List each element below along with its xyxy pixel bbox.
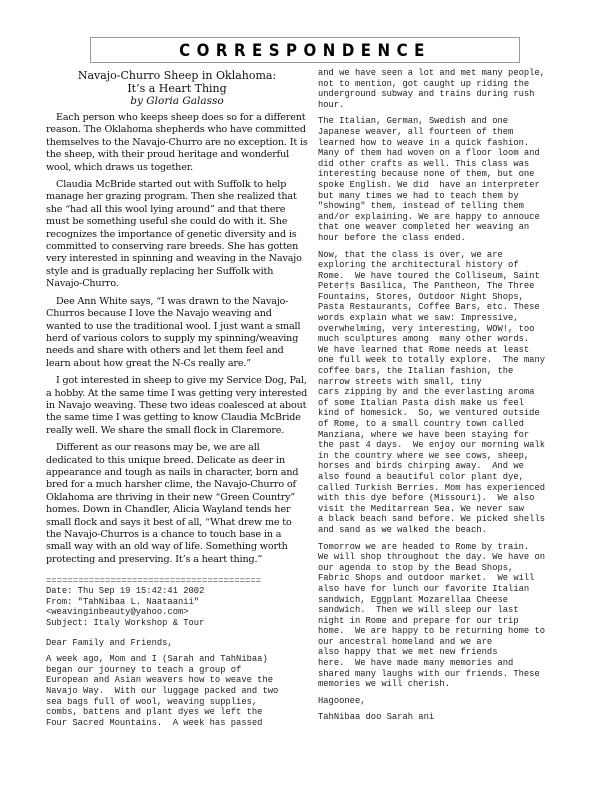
article-paragraph: Claudia McBride started out with Suffolk to help manage her grazing program. Then she realized that she “had all this wool lying around” and that there must be something useful she could do with it. She recognizes the importance of genetic diversity and is committed to conserving rare breeds. She has gotten very interested in spinning and weaving in the Navajo style and is gradually replacing her Suffolk with Navajo-Churro. bbox=[46, 179, 302, 290]
email-body-paragraph: A week ago, Mom and I (Sarah and TahNibaa) began our journey to teach a group of European and Asian weavers how to weave the Navajo Way. With our luggage packed and two sea bags full of wool, weaving supplies, combs, battens and plant dyes we left the Four Sacred Mountains. A week has passed bbox=[46, 654, 279, 728]
article-paragraph: Different as our reasons may be, we are all dedicated to this unique breed. Delicate as deer in appearance and tough as nails in character, born and bred for a much harsher clime, the Navajo-Churro of Oklahoma are thriving in their new “Green Country” homes. Down in Chandler, Alicia Wayland tends her small flock and says it best of all, “What drew me to the Navajo-Churros is a chance to touch base in a small way with an old way of life. Something worth protecting and preserving. It’s a heart thing.” bbox=[46, 442, 299, 565]
separator-line: ======================================== bbox=[46, 576, 262, 587]
email-closing: Hagoonee, bbox=[318, 695, 366, 706]
article-byline: by Gloria Galasso bbox=[130, 95, 224, 107]
email-header bbox=[46, 586, 308, 628]
email-body-paragraph: Tomorrow we are headed to Rome by train. We will shop throughout the day. We have on our agenda to stop by the Bead Shops, Fabric Shops and outdoor market. We will also have for lunch our favorite Italian sandwich, Eggplant Mozarellaa Cheese sandwich. Then we will sleep our last night in Rome and prepare for our trip home. We are happy to be returning home to our ancestral homeland and we are also happy that we met new friends here. We have made many memories and shared many laughs with our friends. These memories we will cherish. bbox=[318, 541, 545, 690]
email-date: Date: Thu Sep 19 15:42:41 2002 bbox=[46, 586, 205, 597]
article-title-line-1: Navajo-Churro Sheep in Oklahoma: bbox=[77, 69, 277, 82]
email-signature: TahNibaa doo Sarah ani bbox=[318, 712, 435, 723]
email-body-paragraph: The Italian, German, Swedish and one Japanese weaver, all fourteen of them learned how to weave in a quick fashion. Many of them had woven on a floor loom and did other crafts as well. This class was interesting because none of them, but one spoke English. We did have an interpreter but many times we had to teach them by "showing" them, instead of telling them and/or explaining. We are happy to annouce that one weaver completed her weaving an hour before the class ended. bbox=[318, 116, 540, 243]
email-body-paragraph: and we have seen a lot and met many people, not to mention, got caught up riding the underground subway and trains during rush hour. bbox=[318, 68, 545, 110]
email-address: <weavinginbeauty@yahoo.com> bbox=[46, 607, 189, 618]
section-title: CORRESPONDENCE bbox=[179, 39, 431, 61]
email-subject: Subject: Italy Workshop & Tour bbox=[46, 618, 205, 628]
article-title-line-2: It’s a Heart Thing bbox=[127, 82, 227, 95]
email-from: From: "TahNibaa L. Naataanii" bbox=[46, 596, 200, 607]
article-paragraph: Dee Ann White says, “I was drawn to the Navajo-Churros because I love the Navajo weaving and wanted to use the traditional wool. I just want a small herd of various colors to supply my spinning/weaving needs and share with others and let them feel and learn about how great the N-Cs really are.” bbox=[46, 295, 301, 369]
email-greeting: Dear Family and Friends, bbox=[46, 637, 173, 648]
article-paragraph: I got interested in sheep to give my Service Dog, Pal, a hobby. At the same time I was getting very interested in Navajo weaving. These two ideas coalesced at about the same time I was getting to know Claudia McBride really well. We share the small flock in Claremore. bbox=[46, 375, 308, 436]
email-body-paragraph: Now, that the class is over, we are exploring the architectural history of Rome. We have toured the Colliseum, Saint Peter†s Basilica, The Pantheon, The Three Fountains, Stores, Outdoor Night Shops, Pasta Restaurants, Coffee Bars, etc. These words explain what we saw: Impressive, overwhelming, very interesting, WOW!, too much sculptures among many other words. We have learned that Rome needs at least one full week to totally explore. The many coffee bars, the Italian fashion, the narrow streets with small, tiny cars zipping by and the everlasting aroma of some Italian Pasta dish make us feel kind of homesick. So, we ventured outside of Rome, to a small country town called Manziana, where we have been staying for the past 4 days. We enjoy our morning walk in the country where we see cows, sheep, horses and birds chirping away. And we also found a beautiful color plant dye, called Turkish Berries. Mom has experienced with this dye before (Missouri). We also visit the Meditarrean Sea. We never saw a black beach sand before. We picked shells and sand as we walked the beach. bbox=[318, 249, 545, 535]
article-paragraph: Each person who keeps sheep does so for a different reason. The Oklahoma shepherds who have committed themselves to the Navajo-Churro are no exception. It is the sheep, with their proud heritage and wonderful wool, which draws us together. bbox=[46, 112, 308, 173]
right-column bbox=[318, 68, 583, 723]
article-title bbox=[46, 69, 308, 95]
left-column bbox=[46, 69, 308, 728]
section-header-box bbox=[90, 37, 520, 63]
